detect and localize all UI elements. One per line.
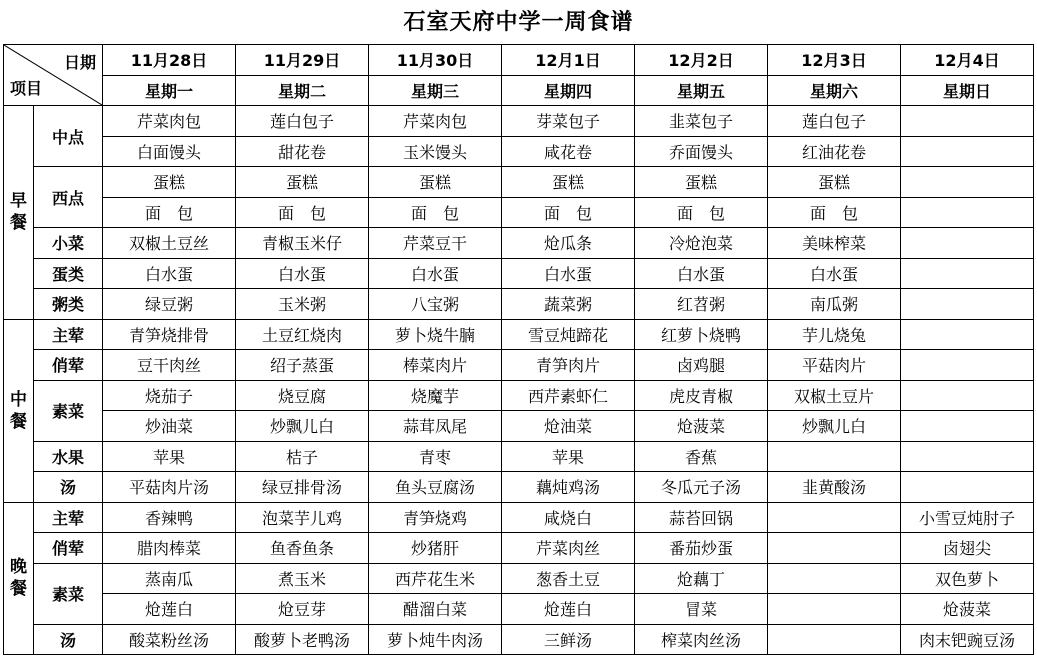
dish-cell: 冒菜 <box>635 594 768 625</box>
dish-cell: 咸烧白 <box>502 502 635 533</box>
menu-row <box>4 533 1034 564</box>
menu-table <box>3 44 1034 655</box>
dish-cell <box>901 380 1034 411</box>
dish-cell: 煮玉米 <box>236 563 369 594</box>
category-xiaocai: 小菜 <box>34 228 103 259</box>
page-title: 石室天府中学一周食谱 <box>403 10 634 35</box>
dish-cell <box>901 106 1034 137</box>
dish-cell: 鱼香鱼条 <box>236 533 369 564</box>
dish-cell: 炝莲白 <box>103 594 236 625</box>
dish-cell: 酸萝卜老鸭汤 <box>236 624 369 655</box>
dish-cell: 芽菜包子 <box>502 106 635 137</box>
menu-row <box>4 197 1034 228</box>
meal-lunch <box>4 319 34 502</box>
dish-cell <box>901 136 1034 167</box>
dish-cell: 甜花卷 <box>236 136 369 167</box>
dish-cell: 红苕粥 <box>635 289 768 320</box>
category-zhoulei: 粥类 <box>34 289 103 320</box>
dish-cell: 酸菜粉丝汤 <box>103 624 236 655</box>
dish-cell <box>768 624 901 655</box>
dish-cell: 白水蛋 <box>768 258 901 289</box>
menu-row <box>4 624 1034 655</box>
dish-cell: 虎皮青椒 <box>635 380 768 411</box>
menu-row <box>4 319 1034 350</box>
dish-cell: 乔面馒头 <box>635 136 768 167</box>
dish-cell: 青椒玉米仔 <box>236 228 369 259</box>
dish-cell: 鱼头豆腐汤 <box>369 472 502 503</box>
dish-cell: 桔子 <box>236 441 369 472</box>
dish-cell: 蒜茸凤尾 <box>369 411 502 442</box>
dish-cell: 炝瓜条 <box>502 228 635 259</box>
menu-row <box>4 502 1034 533</box>
dish-cell: 炒油菜 <box>103 411 236 442</box>
dish-cell: 面 包 <box>502 197 635 228</box>
menu-row <box>4 258 1034 289</box>
meal-dinner <box>4 502 34 655</box>
date-cell: 12月3日 <box>768 45 901 76</box>
dish-cell: 平菇肉片 <box>768 350 901 381</box>
category-zhongdian: 中点 <box>34 106 103 167</box>
dish-cell: 南瓜粥 <box>768 289 901 320</box>
weekday-cell: 星期一 <box>103 75 236 106</box>
dish-cell <box>768 502 901 533</box>
dish-cell: 面 包 <box>103 197 236 228</box>
dish-cell: 西芹素虾仁 <box>502 380 635 411</box>
dish-cell: 炝莲白 <box>502 594 635 625</box>
dish-cell <box>768 594 901 625</box>
item-label: 项目 <box>10 79 43 98</box>
dish-cell: 烧豆腐 <box>236 380 369 411</box>
meal-label: 晚餐 <box>10 557 27 600</box>
dish-cell: 炝油菜 <box>502 411 635 442</box>
dish-cell: 蛋糕 <box>635 167 768 198</box>
dish-cell: 炝菠菜 <box>635 411 768 442</box>
menu-row <box>4 563 1034 594</box>
dish-cell: 肉末钯豌豆汤 <box>901 624 1034 655</box>
dish-cell <box>768 441 901 472</box>
dish-cell: 青笋烧鸡 <box>369 502 502 533</box>
dish-cell: 芹菜肉包 <box>103 106 236 137</box>
dish-cell: 烧茄子 <box>103 380 236 411</box>
dish-cell <box>901 411 1034 442</box>
dish-cell: 炝藕丁 <box>635 563 768 594</box>
dish-cell <box>901 350 1034 381</box>
category-danlei: 蛋类 <box>34 258 103 289</box>
dish-cell: 苹果 <box>103 441 236 472</box>
dish-cell: 土豆红烧肉 <box>236 319 369 350</box>
dish-cell: 面 包 <box>369 197 502 228</box>
dish-cell: 腊肉棒菜 <box>103 533 236 564</box>
category-qiaohun: 俏荤 <box>34 350 103 381</box>
menu-row <box>4 411 1034 442</box>
date-label: 日期 <box>63 53 96 72</box>
menu-row <box>4 289 1034 320</box>
date-row <box>4 45 1034 76</box>
meal-breakfast <box>4 106 34 320</box>
dish-cell: 咸花卷 <box>502 136 635 167</box>
dish-cell: 青笋烧排骨 <box>103 319 236 350</box>
dish-cell: 双色萝卜 <box>901 563 1034 594</box>
category-sucai: 素菜 <box>34 563 103 624</box>
dish-cell: 蛋糕 <box>768 167 901 198</box>
dish-cell: 蒸南瓜 <box>103 563 236 594</box>
dish-cell: 榨菜肉丝汤 <box>635 624 768 655</box>
dish-cell: 红油花卷 <box>768 136 901 167</box>
dish-cell: 萝卜烧牛腩 <box>369 319 502 350</box>
menu-row <box>4 106 1034 137</box>
dish-cell: 萝卜炖牛肉汤 <box>369 624 502 655</box>
dish-cell: 香蕉 <box>635 441 768 472</box>
date-cell: 12月4日 <box>901 45 1034 76</box>
dish-cell <box>768 563 901 594</box>
dish-cell: 卤翅尖 <box>901 533 1034 564</box>
dish-cell <box>901 197 1034 228</box>
dish-cell <box>901 441 1034 472</box>
dish-cell: 豆干肉丝 <box>103 350 236 381</box>
menu-row <box>4 441 1034 472</box>
dish-cell: 双椒土豆片 <box>768 380 901 411</box>
dish-cell: 蛋糕 <box>369 167 502 198</box>
meal-label: 中餐 <box>10 389 27 432</box>
dish-cell: 藕炖鸡汤 <box>502 472 635 503</box>
category-xidian: 西点 <box>34 167 103 228</box>
date-cell: 12月1日 <box>502 45 635 76</box>
dish-cell: 绍子蒸蛋 <box>236 350 369 381</box>
dish-cell: 雪豆炖蹄花 <box>502 319 635 350</box>
dish-cell: 炝豆芽 <box>236 594 369 625</box>
weekday-cell: 星期六 <box>768 75 901 106</box>
dish-cell: 芹菜豆干 <box>369 228 502 259</box>
dish-cell: 白水蛋 <box>369 258 502 289</box>
dish-cell: 香辣鸭 <box>103 502 236 533</box>
dish-cell: 莲白包子 <box>768 106 901 137</box>
date-cell: 11月29日 <box>236 45 369 76</box>
dish-cell: 炒飘儿白 <box>768 411 901 442</box>
dish-cell: 韭菜包子 <box>635 106 768 137</box>
dish-cell: 苹果 <box>502 441 635 472</box>
dish-cell: 烧魔芋 <box>369 380 502 411</box>
menu-row <box>4 594 1034 625</box>
dish-cell: 炒猪肝 <box>369 533 502 564</box>
date-cell: 11月28日 <box>103 45 236 76</box>
dish-cell: 炒飘儿白 <box>236 411 369 442</box>
weekday-cell: 星期四 <box>502 75 635 106</box>
dish-cell: 面 包 <box>236 197 369 228</box>
dish-cell: 青笋肉片 <box>502 350 635 381</box>
dish-cell: 芹菜肉丝 <box>502 533 635 564</box>
dish-cell: 白水蛋 <box>103 258 236 289</box>
weekday-row <box>4 75 1034 106</box>
dish-cell: 青枣 <box>369 441 502 472</box>
menu-row <box>4 228 1034 259</box>
dish-cell: 卤鸡腿 <box>635 350 768 381</box>
dish-cell <box>901 289 1034 320</box>
dish-cell <box>901 319 1034 350</box>
dish-cell: 玉米粥 <box>236 289 369 320</box>
date-cell: 11月30日 <box>369 45 502 76</box>
dish-cell: 葱香土豆 <box>502 563 635 594</box>
category-sucai: 素菜 <box>34 380 103 441</box>
category-tang: 汤 <box>34 472 103 503</box>
dish-cell: 番茄炒蛋 <box>635 533 768 564</box>
dish-cell: 莲白包子 <box>236 106 369 137</box>
dish-cell: 白水蛋 <box>236 258 369 289</box>
corner-header <box>4 45 103 106</box>
dish-cell: 冬瓜元子汤 <box>635 472 768 503</box>
dish-cell <box>901 472 1034 503</box>
dish-cell: 面 包 <box>768 197 901 228</box>
category-zhuhun: 主荤 <box>34 319 103 350</box>
dish-cell: 白面馒头 <box>103 136 236 167</box>
dish-cell: 泡菜芋儿鸡 <box>236 502 369 533</box>
meal-label: 早餐 <box>10 191 27 234</box>
dish-cell: 平菇肉片汤 <box>103 472 236 503</box>
dish-cell: 醋溜白菜 <box>369 594 502 625</box>
weekday-cell: 星期日 <box>901 75 1034 106</box>
dish-cell: 芋儿烧兔 <box>768 319 901 350</box>
dish-cell: 西芹花生米 <box>369 563 502 594</box>
menu-row <box>4 350 1034 381</box>
menu-row <box>4 380 1034 411</box>
dish-cell: 八宝粥 <box>369 289 502 320</box>
category-tang: 汤 <box>34 624 103 655</box>
menu-row <box>4 472 1034 503</box>
weekday-cell: 星期三 <box>369 75 502 106</box>
dish-cell <box>901 258 1034 289</box>
category-qiaohun: 俏荤 <box>34 533 103 564</box>
dish-cell: 绿豆排骨汤 <box>236 472 369 503</box>
dish-cell: 绿豆粥 <box>103 289 236 320</box>
dish-cell: 棒菜肉片 <box>369 350 502 381</box>
dish-cell: 白水蛋 <box>502 258 635 289</box>
dish-cell: 小雪豆炖肘子 <box>901 502 1034 533</box>
dish-cell: 红萝卜烧鸭 <box>635 319 768 350</box>
dish-cell: 蛋糕 <box>502 167 635 198</box>
menu-row <box>4 136 1034 167</box>
category-shuiguo: 水果 <box>34 441 103 472</box>
date-cell: 12月2日 <box>635 45 768 76</box>
dish-cell: 冷炝泡菜 <box>635 228 768 259</box>
dish-cell: 蛋糕 <box>236 167 369 198</box>
dish-cell: 韭黄酸汤 <box>768 472 901 503</box>
dish-cell <box>768 533 901 564</box>
menu-row <box>4 167 1034 198</box>
weekday-cell: 星期五 <box>635 75 768 106</box>
dish-cell: 芹菜肉包 <box>369 106 502 137</box>
dish-cell: 双椒土豆丝 <box>103 228 236 259</box>
dish-cell: 三鲜汤 <box>502 624 635 655</box>
dish-cell: 蒜苔回锅 <box>635 502 768 533</box>
dish-cell: 蛋糕 <box>103 167 236 198</box>
weekday-cell: 星期二 <box>236 75 369 106</box>
dish-cell <box>901 228 1034 259</box>
dish-cell: 蔬菜粥 <box>502 289 635 320</box>
dish-cell: 面 包 <box>635 197 768 228</box>
dish-cell: 美味榨菜 <box>768 228 901 259</box>
dish-cell: 玉米馒头 <box>369 136 502 167</box>
category-zhuhun: 主荤 <box>34 502 103 533</box>
dish-cell: 白水蛋 <box>635 258 768 289</box>
dish-cell <box>901 167 1034 198</box>
dish-cell: 炝菠菜 <box>901 594 1034 625</box>
